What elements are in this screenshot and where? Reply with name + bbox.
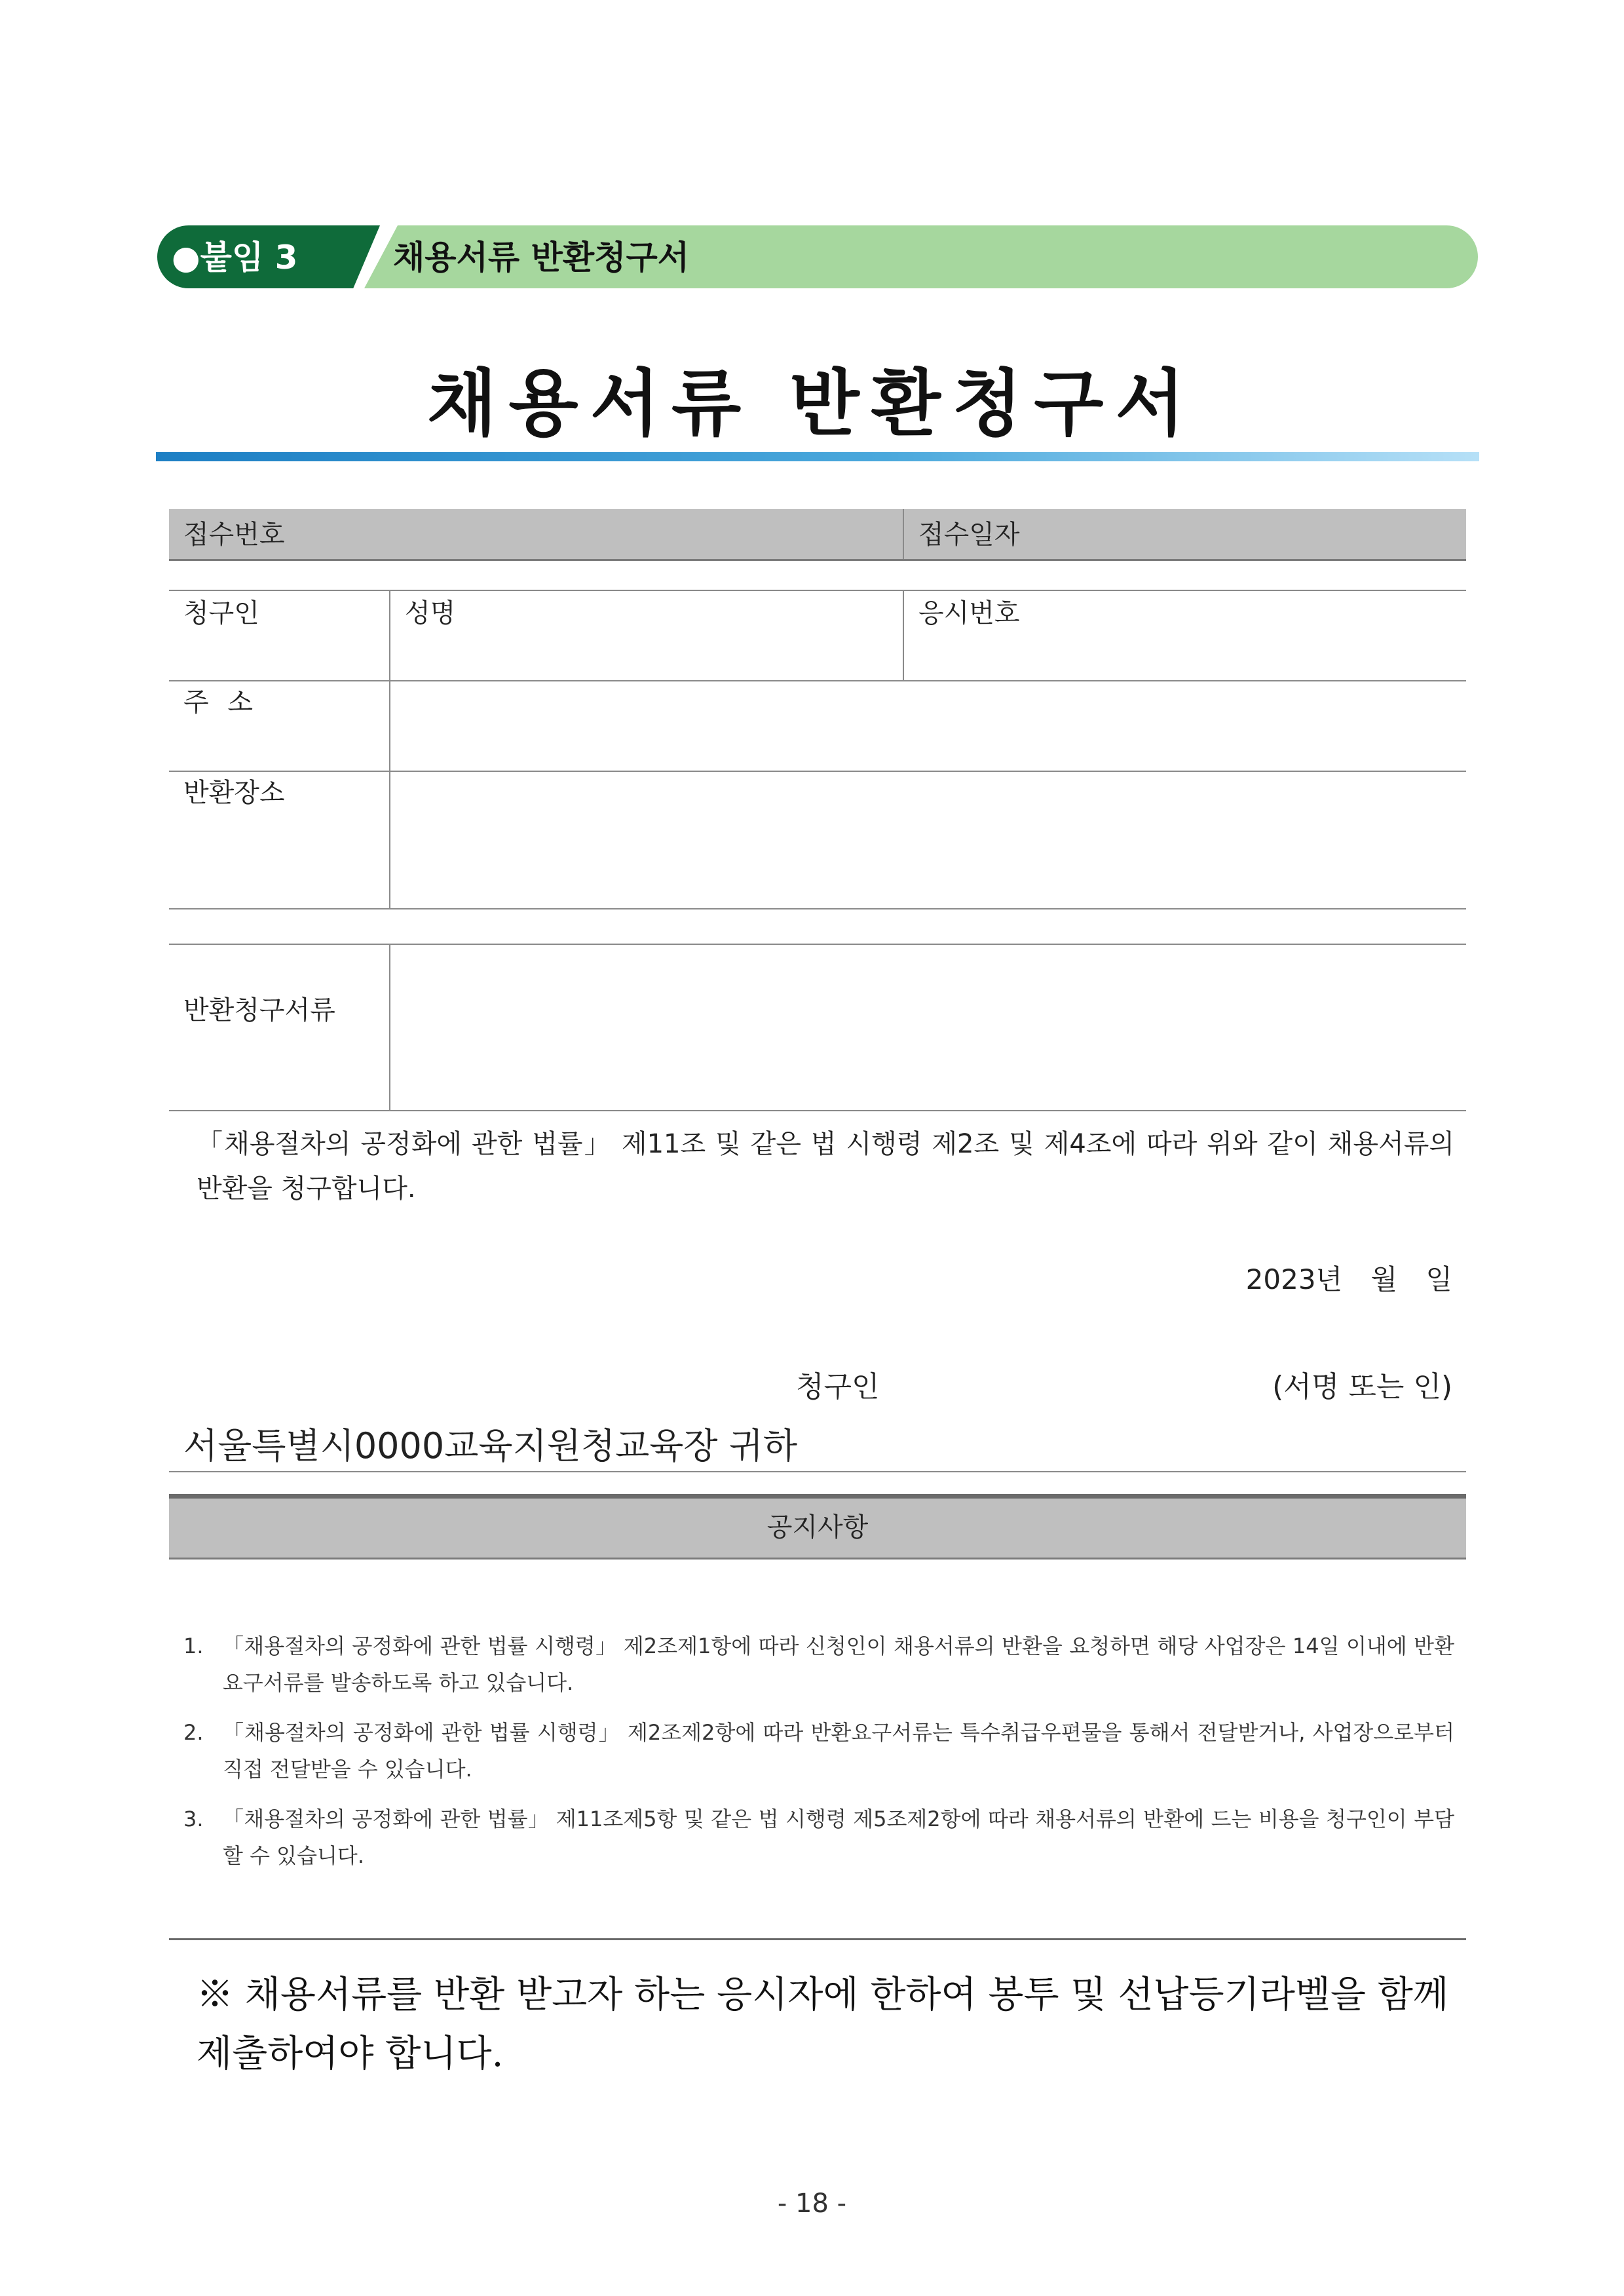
claimant-label: 청구인 [183,598,259,628]
request-date [1246,1258,1452,1297]
address-label: 주 소 [183,687,253,718]
list-item [183,1714,1454,1788]
table-border [169,944,1466,945]
date-month: 월 [1370,1263,1398,1295]
notice-list [183,1628,1454,1887]
attachment-label [172,235,297,280]
list-item-number: 1. [183,1634,204,1658]
name-field[interactable] [393,622,897,675]
table-divider [389,944,390,1110]
receipt-divider [903,509,904,559]
list-item-text: 「채용절차의 공정화에 관한 법률」 제11조제5항 및 같은 법 시행령 제5조제2항에 따라 채용서류의 반환에 드는 비용을 청구인이 부담할 수 있습니다. [223,1807,1454,1868]
request-statement: 「채용절차의 공정화에 관한 법률」 제11조 및 같은 법 시행령 제2조 및 제4조에 따라 위와 같이 채용서류의 반환을 청구합니다. [197,1129,1454,1204]
exam-no-field[interactable] [908,622,1462,675]
list-item [183,1801,1454,1874]
page-number: - 18 - [777,2189,847,2219]
addressee: 서울특별시0000교육지원청교육장 귀하 [183,1425,798,1466]
section-title: 채용서류 반환청구서 [393,239,690,277]
title-underline [156,452,1479,461]
table-divider [903,590,904,680]
divider [169,1938,1466,1940]
notice-title: 공지사항 [169,1494,1466,1559]
bullet-icon: ● [172,239,200,277]
table-border [169,590,1466,591]
return-docs-field[interactable] [393,947,1461,1106]
table-border [169,1110,1466,1111]
list-item-number: 2. [183,1720,204,1745]
table-border [169,680,1466,681]
list-item-text: 「채용절차의 공정화에 관한 법률 시행령」 제2조제2항에 따라 반환요구서류는 특수취급우편물을 통해서 전달받거나, 사업장으로부터 직접 전달받을 수 있습니다. [223,1720,1454,1782]
return-place-field[interactable] [393,775,1461,904]
claimant-signature-label: 청구인 [796,1370,880,1404]
table-border [169,771,1466,772]
date-day: 일 [1426,1263,1452,1295]
receipt-date-label: 접수일자 [918,520,1020,550]
list-item [183,1628,1454,1701]
attachment-number: 붙임 3 [200,239,298,277]
signature-note: (서명 또는 인) [1272,1370,1452,1404]
name-label: 성명 [405,598,456,628]
table-border [169,908,1466,909]
document-title: 채용서류 반환청구서 [427,362,1197,446]
list-item-number: 3. [183,1807,204,1831]
addressee-underline [169,1471,1466,1472]
return-place-label: 반환장소 [183,778,285,808]
date-year: 2023년 [1245,1263,1343,1295]
table-divider [389,590,390,908]
receipt-row [169,509,1466,561]
list-item-text: 「채용절차의 공정화에 관한 법률 시행령」 제2조제1항에 따라 신청인이 채용서류의 반환을 요청하면 해당 사업장은 14일 이내에 반환요구서류를 발송하도록 하고 있습니다. [223,1634,1454,1695]
submission-remark: ※ 채용서류를 반환 받고자 하는 응시자에 한하여 봉투 및 선납등기라벨을 함께 제출하여야 합니다. [197,1974,1448,2075]
receipt-no-label: 접수번호 [183,520,285,550]
address-field[interactable] [393,684,1461,767]
return-docs-label: 반환청구서류 [183,995,335,1025]
exam-no-label: 응시번호 [918,598,1020,628]
